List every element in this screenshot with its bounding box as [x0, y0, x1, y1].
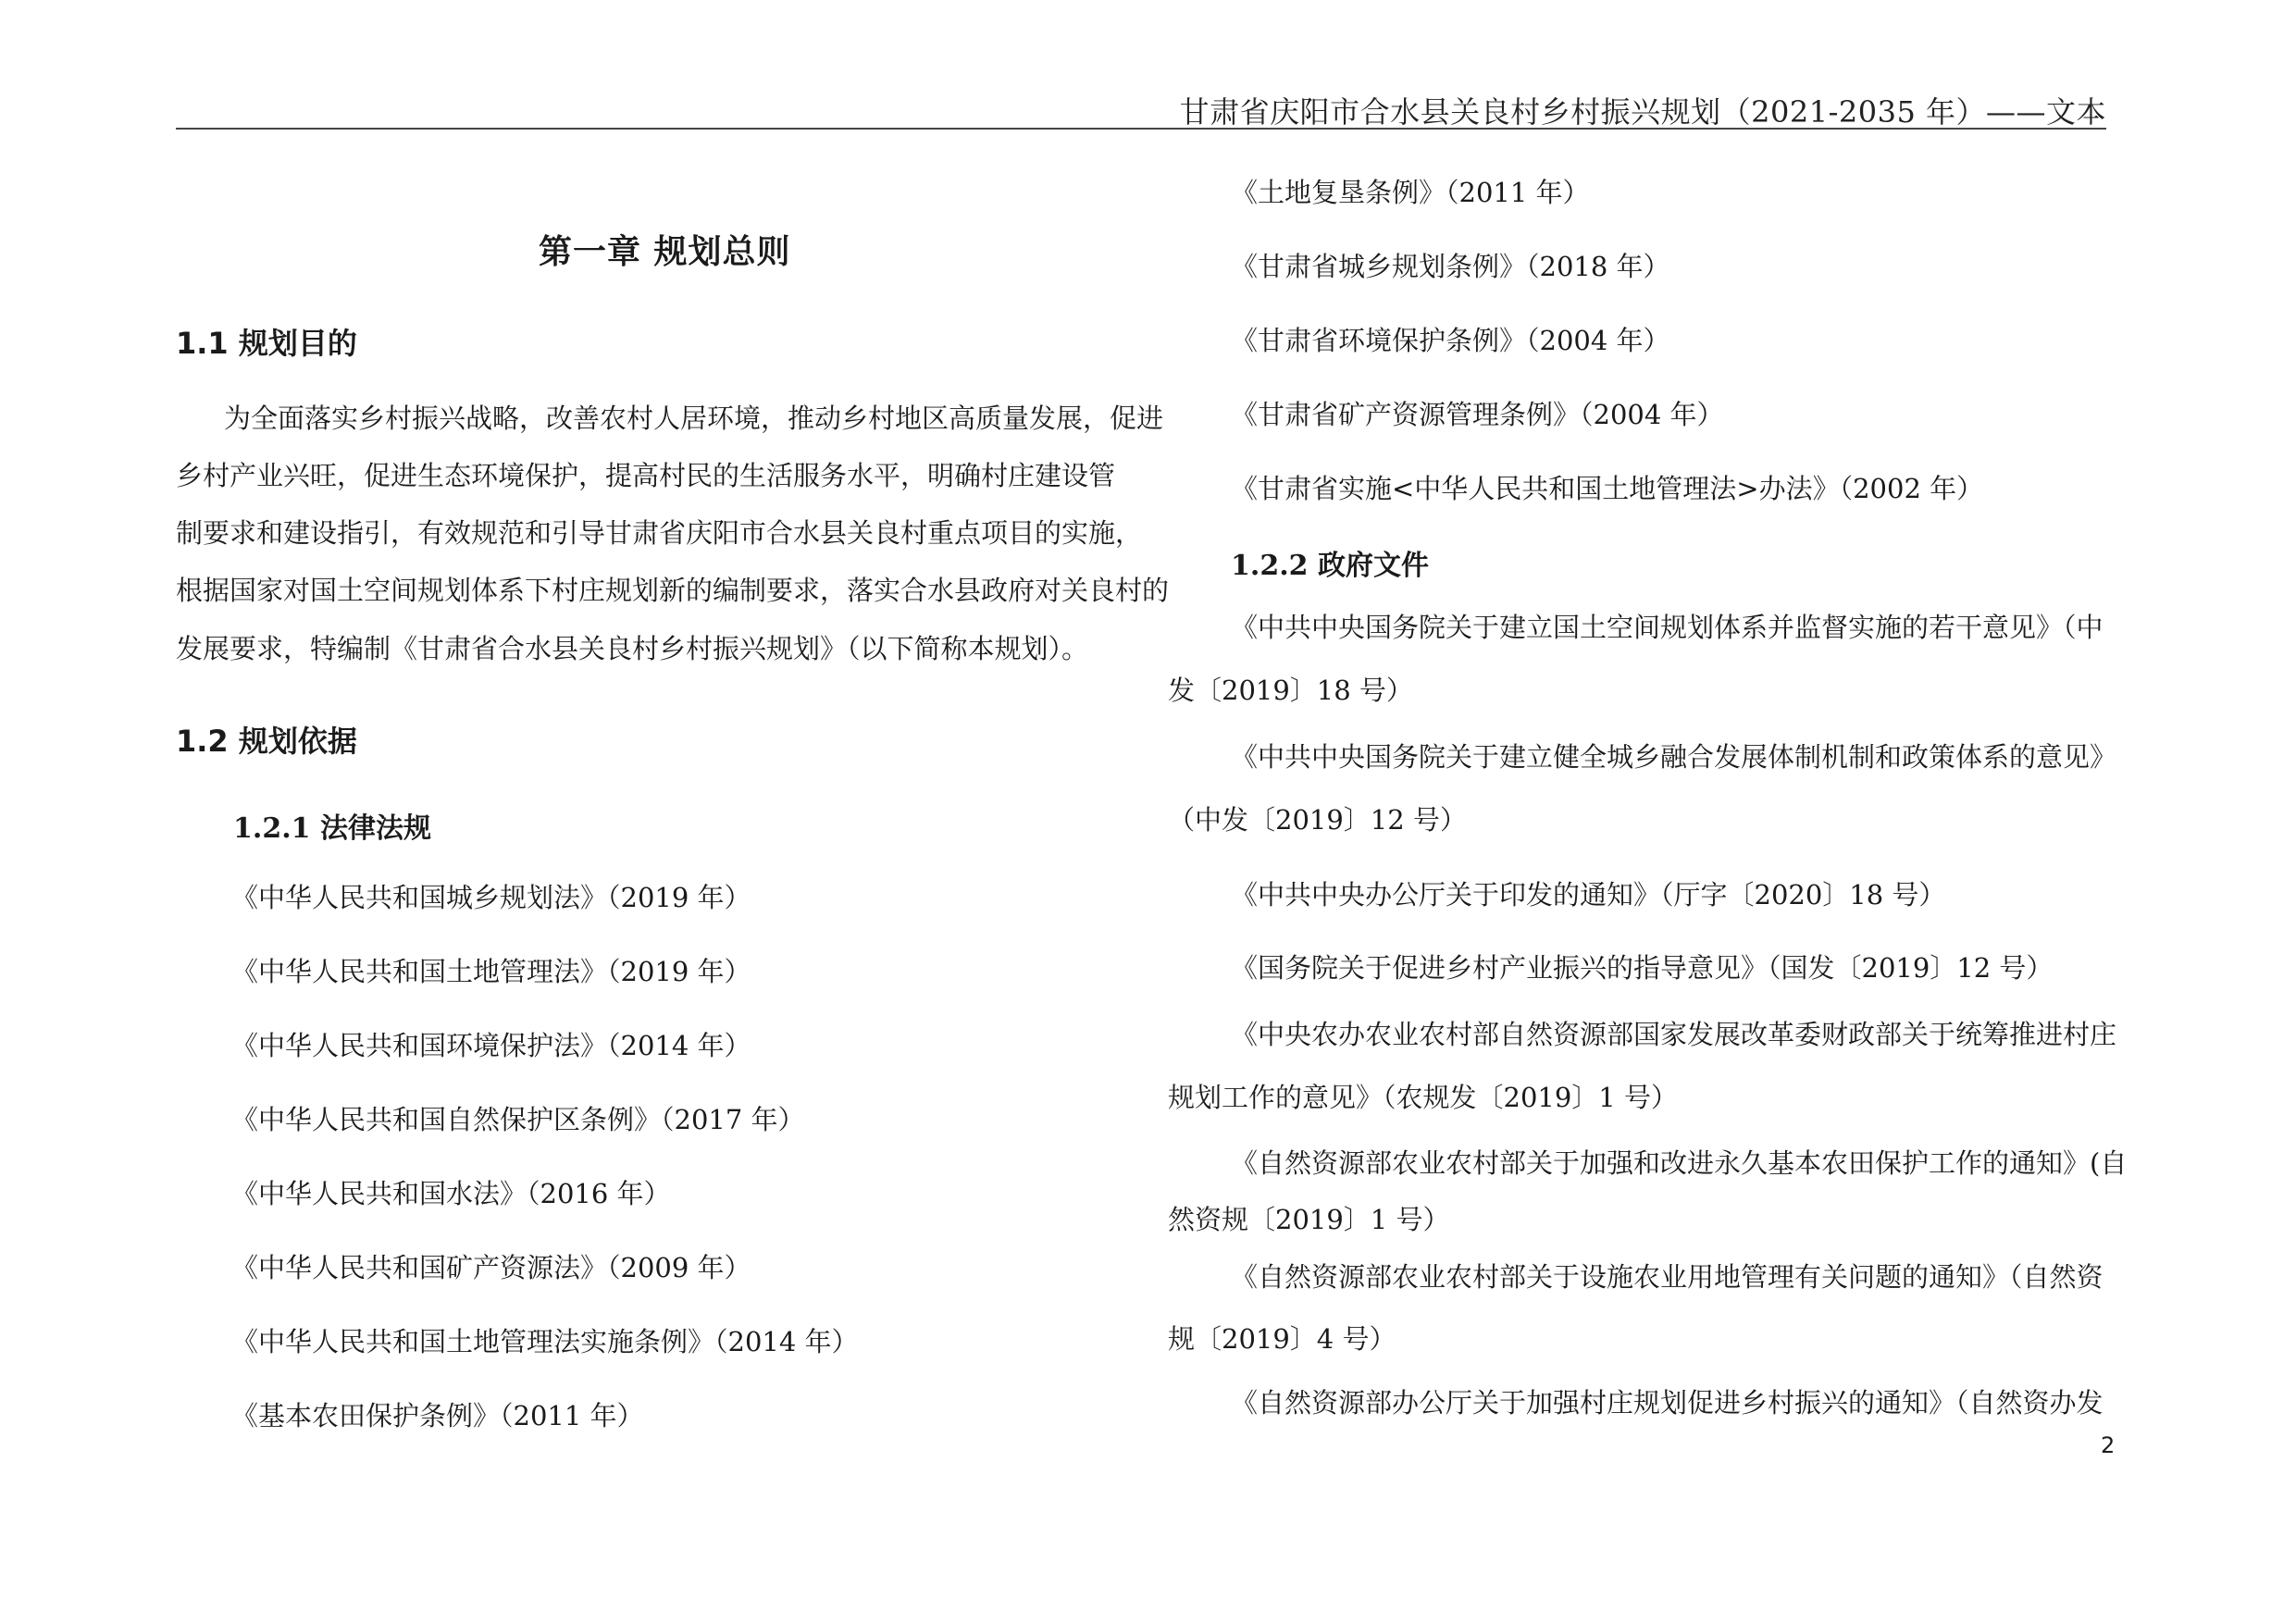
policy-line: 《自然资源部农业农村部关于设施农业用地管理有关问题的通知》（自然资: [1231, 1261, 2104, 1293]
policy-line: 然资规〔2019〕1 号）: [1168, 1204, 1450, 1235]
subsection-1-2-2-heading: 1.2.2 政府文件: [1231, 550, 1429, 582]
section-1-1-heading: 1.1 规划目的: [176, 326, 357, 361]
document-header-title: 甘肃省庆阳市合水县关良村乡村振兴规划（2021-2035 年）——文本: [1179, 94, 2106, 130]
law-item: 《中华人民共和国土地管理法实施条例》（2014 年）: [231, 1326, 859, 1357]
policy-line: 《自然资源部办公厅关于加强村庄规划促进乡村振兴的通知》（自然资办发: [1231, 1387, 2104, 1419]
law-item: 《中华人民共和国环境保护法》（2014 年）: [231, 1030, 751, 1061]
subsection-1-2-1-heading: 1.2.1 法律法规: [233, 812, 431, 845]
chapter-title: 第一章 规划总则: [539, 233, 791, 271]
policy-line: 发〔2019〕18 号）: [1168, 675, 1413, 706]
paragraph-line: 为全面落实乡村振兴战略，改善农村人居环境，推动乡村地区高质量发展，促进: [224, 403, 1164, 434]
header-divider: [176, 128, 2106, 130]
policy-line: 规划工作的意见》（农规发〔2019〕1 号）: [1168, 1082, 1678, 1113]
paragraph-line: 制要求和建设指引，有效规范和引导甘肃省庆阳市合水县关良村重点项目的实施，: [176, 517, 1143, 549]
law-item: 《甘肃省环境保护条例》（2004 年）: [1231, 325, 1670, 356]
law-item: 《甘肃省实施<中华人民共和国土地管理法>办法》（2002 年）: [1231, 473, 1984, 504]
law-item: 《甘肃省矿产资源管理条例》（2004 年）: [1231, 399, 1724, 430]
policy-line: 《中央农办农业农村部自然资源部国家发展改革委财政部关于统筹推进村庄: [1231, 1019, 2117, 1050]
law-item: 《甘肃省城乡规划条例》（2018 年）: [1231, 251, 1670, 282]
policy-line: 《国务院关于促进乡村产业振兴的指导意见》（国发〔2019〕12 号）: [1231, 952, 2054, 984]
law-item: 《土地复垦条例》（2011 年）: [1231, 177, 1590, 208]
policy-line: 《中共中央国务院关于建立健全城乡融合发展体制机制和政策体系的意见》: [1231, 741, 2117, 773]
paragraph-line: 乡村产业兴旺，促进生态环境保护，提高村民的生活服务水平，明确村庄建设管: [176, 460, 1116, 491]
policy-line: 规〔2019〕4 号）: [1168, 1323, 1396, 1355]
law-item: 《基本农田保护条例》（2011 年）: [231, 1400, 644, 1431]
policy-line: 《中共中央国务院关于建立国土空间规划体系并监督实施的若干意见》（中: [1231, 612, 2104, 643]
policy-line: 《中共中央办公厅关于印发的通知》（厅字〔2020〕18 号）: [1231, 879, 1946, 911]
policy-line: （中发〔2019〕12 号）: [1168, 804, 1467, 836]
page-number: 2: [2101, 1432, 2116, 1458]
policy-line: 《自然资源部农业农村部关于加强和改进永久基本农田保护工作的通知》(自: [1231, 1147, 2128, 1179]
law-item: 《中华人民共和国土地管理法》（2019 年）: [231, 956, 751, 987]
law-item: 《中华人民共和国自然保护区条例》（2017 年）: [231, 1104, 805, 1135]
section-1-2-heading: 1.2 规划依据: [176, 724, 357, 759]
paragraph-line: 发展要求，特编制《甘肃省合水县关良村乡村振兴规划》（以下简称本规划）。: [176, 633, 1089, 664]
law-item: 《中华人民共和国城乡规划法》（2019 年）: [231, 882, 751, 913]
paragraph-line: 根据国家对国土空间规划体系下村庄规划新的编制要求，落实合水县政府对关良村的: [176, 575, 1170, 606]
law-item: 《中华人民共和国矿产资源法》（2009 年）: [231, 1252, 751, 1283]
law-item: 《中华人民共和国水法》（2016 年）: [231, 1178, 671, 1209]
